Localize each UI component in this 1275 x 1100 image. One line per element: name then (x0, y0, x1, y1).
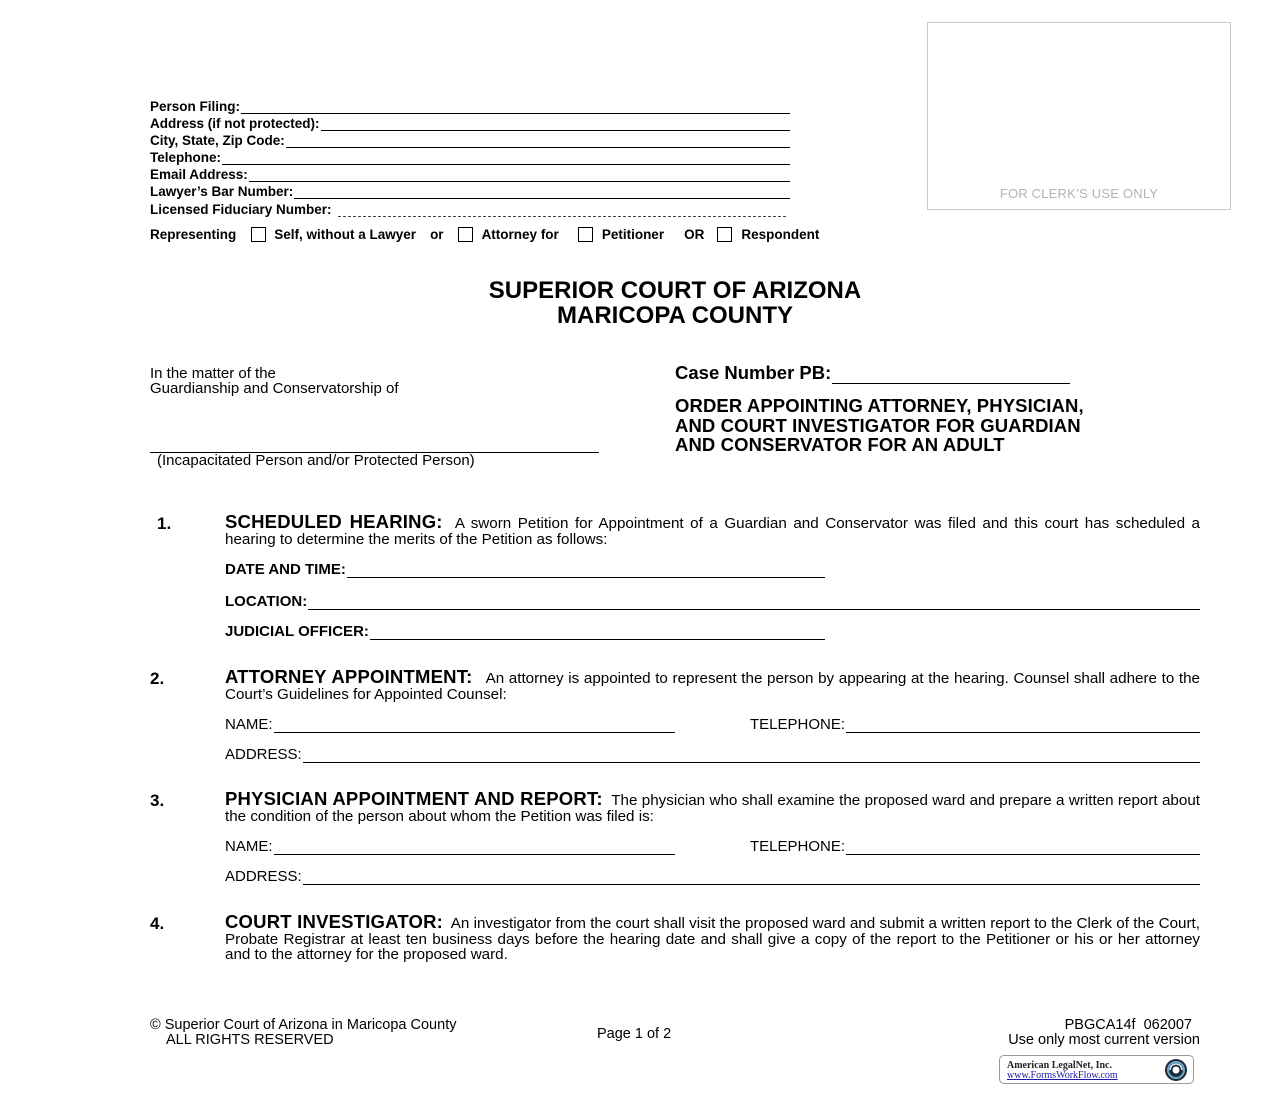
physician-address-label: ADDRESS: (225, 868, 302, 885)
case-number-input[interactable] (832, 365, 1070, 384)
court-title: SUPERIOR COURT OF ARIZONA (488, 277, 862, 304)
badge-url-link[interactable]: www.FormsWorkFlow.com (1007, 1070, 1118, 1081)
section-number: 3. (150, 791, 165, 810)
attorney-address-input[interactable] (303, 748, 1200, 763)
copyright-notice (150, 1018, 456, 1048)
fiduciary-number-input[interactable] (338, 203, 786, 217)
city-state-zip-input[interactable] (286, 134, 790, 148)
address-input[interactable] (321, 117, 790, 131)
form-code: PBGCA14f 062007 (1064, 1017, 1192, 1033)
section-heading: PHYSICIAN APPOINTMENT AND REPORT: (225, 788, 603, 809)
matter-caption-block (150, 366, 398, 396)
email-field[interactable] (150, 165, 790, 182)
self-checkbox[interactable] (251, 227, 266, 242)
attorney-option-label: Attorney for (481, 227, 559, 242)
location-input[interactable] (308, 595, 1200, 610)
representing-row (150, 227, 819, 242)
physician-address-input[interactable] (303, 870, 1200, 885)
or-label: or (430, 227, 444, 242)
section-description: An attorney is appointed to represent the person by appearing at the hearing. Counsel shall adhere to the Court’s Guidelines for Appointed Counsel: (225, 670, 1200, 703)
order-title-line-2: AND COURT INVESTIGATOR FOR GUARDIAN (675, 414, 1081, 436)
section-description: An investigator from the court shall visit the proposed ward and submit a written report to the Clerk of the Court, Probate Registrar at least ten business days before the hearing date and shall give a copy of the report to the Petitioner or his or her attorney and to the attorney for the proposed ward. (225, 915, 1200, 963)
section-heading: ATTORNEY APPOINTMENT: (225, 666, 473, 687)
case-number-field[interactable] (675, 362, 1070, 384)
representing-label: Representing (150, 227, 237, 242)
email-label: Email Address: (150, 167, 248, 182)
section-heading: SCHEDULED HEARING: (225, 511, 443, 532)
physician-address-field[interactable] (225, 868, 1200, 885)
attorney-name-input[interactable] (274, 718, 675, 733)
physician-telephone-input[interactable] (846, 840, 1200, 855)
badge-company: American LegalNet, Inc. (1007, 1060, 1112, 1071)
clerk-use-box (927, 22, 1231, 210)
judicial-officer-field[interactable] (225, 623, 825, 640)
attorney-name-label: NAME: (225, 716, 273, 733)
section-heading: COURT INVESTIGATOR: (225, 911, 443, 932)
bar-number-label: Lawyer’s Bar Number: (150, 184, 294, 199)
matter-line-1: In the matter of the (150, 365, 276, 382)
self-option-label: Self, without a Lawyer (274, 227, 417, 242)
email-input[interactable] (249, 168, 790, 182)
attorney-address-label: ADDRESS: (225, 746, 302, 763)
attorney-checkbox[interactable] (458, 227, 473, 242)
city-state-zip-label: City, State, Zip Code: (150, 133, 285, 148)
respondent-option-label: Respondent (741, 227, 820, 242)
address-field[interactable] (150, 114, 790, 131)
petitioner-checkbox[interactable] (578, 227, 593, 242)
attorney-name-field[interactable] (225, 716, 675, 733)
physician-telephone-label: TELEPHONE: (750, 838, 846, 855)
order-title-line-1: ORDER APPOINTING ATTORNEY, PHYSICIAN, (675, 395, 1084, 416)
legalnet-badge[interactable] (999, 1055, 1194, 1084)
physician-telephone-field[interactable] (750, 838, 1200, 855)
city-state-zip-field[interactable] (150, 131, 790, 148)
globe-logo-icon (1164, 1058, 1188, 1082)
telephone-input[interactable] (222, 151, 790, 165)
section-number: 4. (150, 914, 165, 933)
section-description: The physician who shall examine the proposed ward and prepare a written report about the condition of the person about whom the Petition was filed is: (225, 792, 1200, 825)
section-text (225, 666, 1200, 703)
county-title: MARICOPA COUNTY (557, 302, 793, 329)
copyright-line-2: ALL RIGHTS RESERVED (166, 1032, 334, 1048)
telephone-label: Telephone: (150, 150, 222, 165)
telephone-field[interactable] (150, 148, 790, 165)
date-time-label: DATE AND TIME: (225, 561, 346, 578)
or-label-2: OR (684, 227, 705, 242)
section-number: 1. (157, 514, 172, 533)
bar-number-field[interactable] (150, 182, 790, 199)
person-filing-label: Person Filing: (150, 99, 241, 114)
physician-name-field[interactable] (225, 838, 675, 855)
date-time-field[interactable] (225, 561, 825, 578)
page-number: Page 1 of 2 (597, 1026, 672, 1042)
date-time-input[interactable] (347, 563, 825, 578)
bar-number-input[interactable] (294, 185, 790, 199)
judicial-officer-input[interactable] (370, 625, 825, 640)
location-label: LOCATION: (225, 593, 308, 610)
fiduciary-number-label: Licensed Fiduciary Number: (150, 202, 332, 217)
attorney-telephone-input[interactable] (846, 718, 1200, 733)
order-title (675, 396, 1084, 455)
case-number-label: Case Number PB: (675, 362, 832, 383)
section-text (225, 788, 1200, 825)
copyright-line-1: © Superior Court of Arizona in Maricopa County (150, 1017, 457, 1033)
form-code-block (1008, 1018, 1200, 1048)
clerk-use-label: FOR CLERK’S USE ONLY (999, 186, 1159, 201)
attorney-telephone-field[interactable] (750, 716, 1200, 733)
section-text (225, 911, 1200, 963)
location-field[interactable] (225, 593, 1200, 610)
judicial-officer-label: JUDICIAL OFFICER: (225, 623, 369, 640)
petitioner-option-label: Petitioner (601, 227, 665, 242)
section-text (225, 511, 1200, 548)
physician-name-input[interactable] (274, 840, 675, 855)
respondent-checkbox[interactable] (717, 227, 732, 242)
attorney-address-field[interactable] (225, 746, 1200, 763)
physician-name-label: NAME: (225, 838, 273, 855)
attorney-telephone-label: TELEPHONE: (750, 716, 846, 733)
fiduciary-number-field[interactable] (150, 200, 786, 217)
version-note: Use only most current version (1008, 1032, 1200, 1048)
address-label: Address (if not protected): (150, 116, 320, 131)
section-number: 2. (150, 669, 165, 688)
person-filing-input[interactable] (241, 100, 790, 114)
order-title-line-3: AND CONSERVATOR FOR AN ADULT (675, 434, 1005, 455)
ward-name-caption: (Incapacitated Person and/or Protected Person) (157, 452, 475, 469)
matter-line-2: Guardianship and Conservatorship of (150, 380, 399, 397)
section-description: A sworn Petition for Appointment of a Guardian and Conservator was filed and this court has scheduled a hearing to determine the merits of the Petition as follows: (225, 515, 1200, 548)
person-filing-field[interactable] (150, 97, 790, 114)
